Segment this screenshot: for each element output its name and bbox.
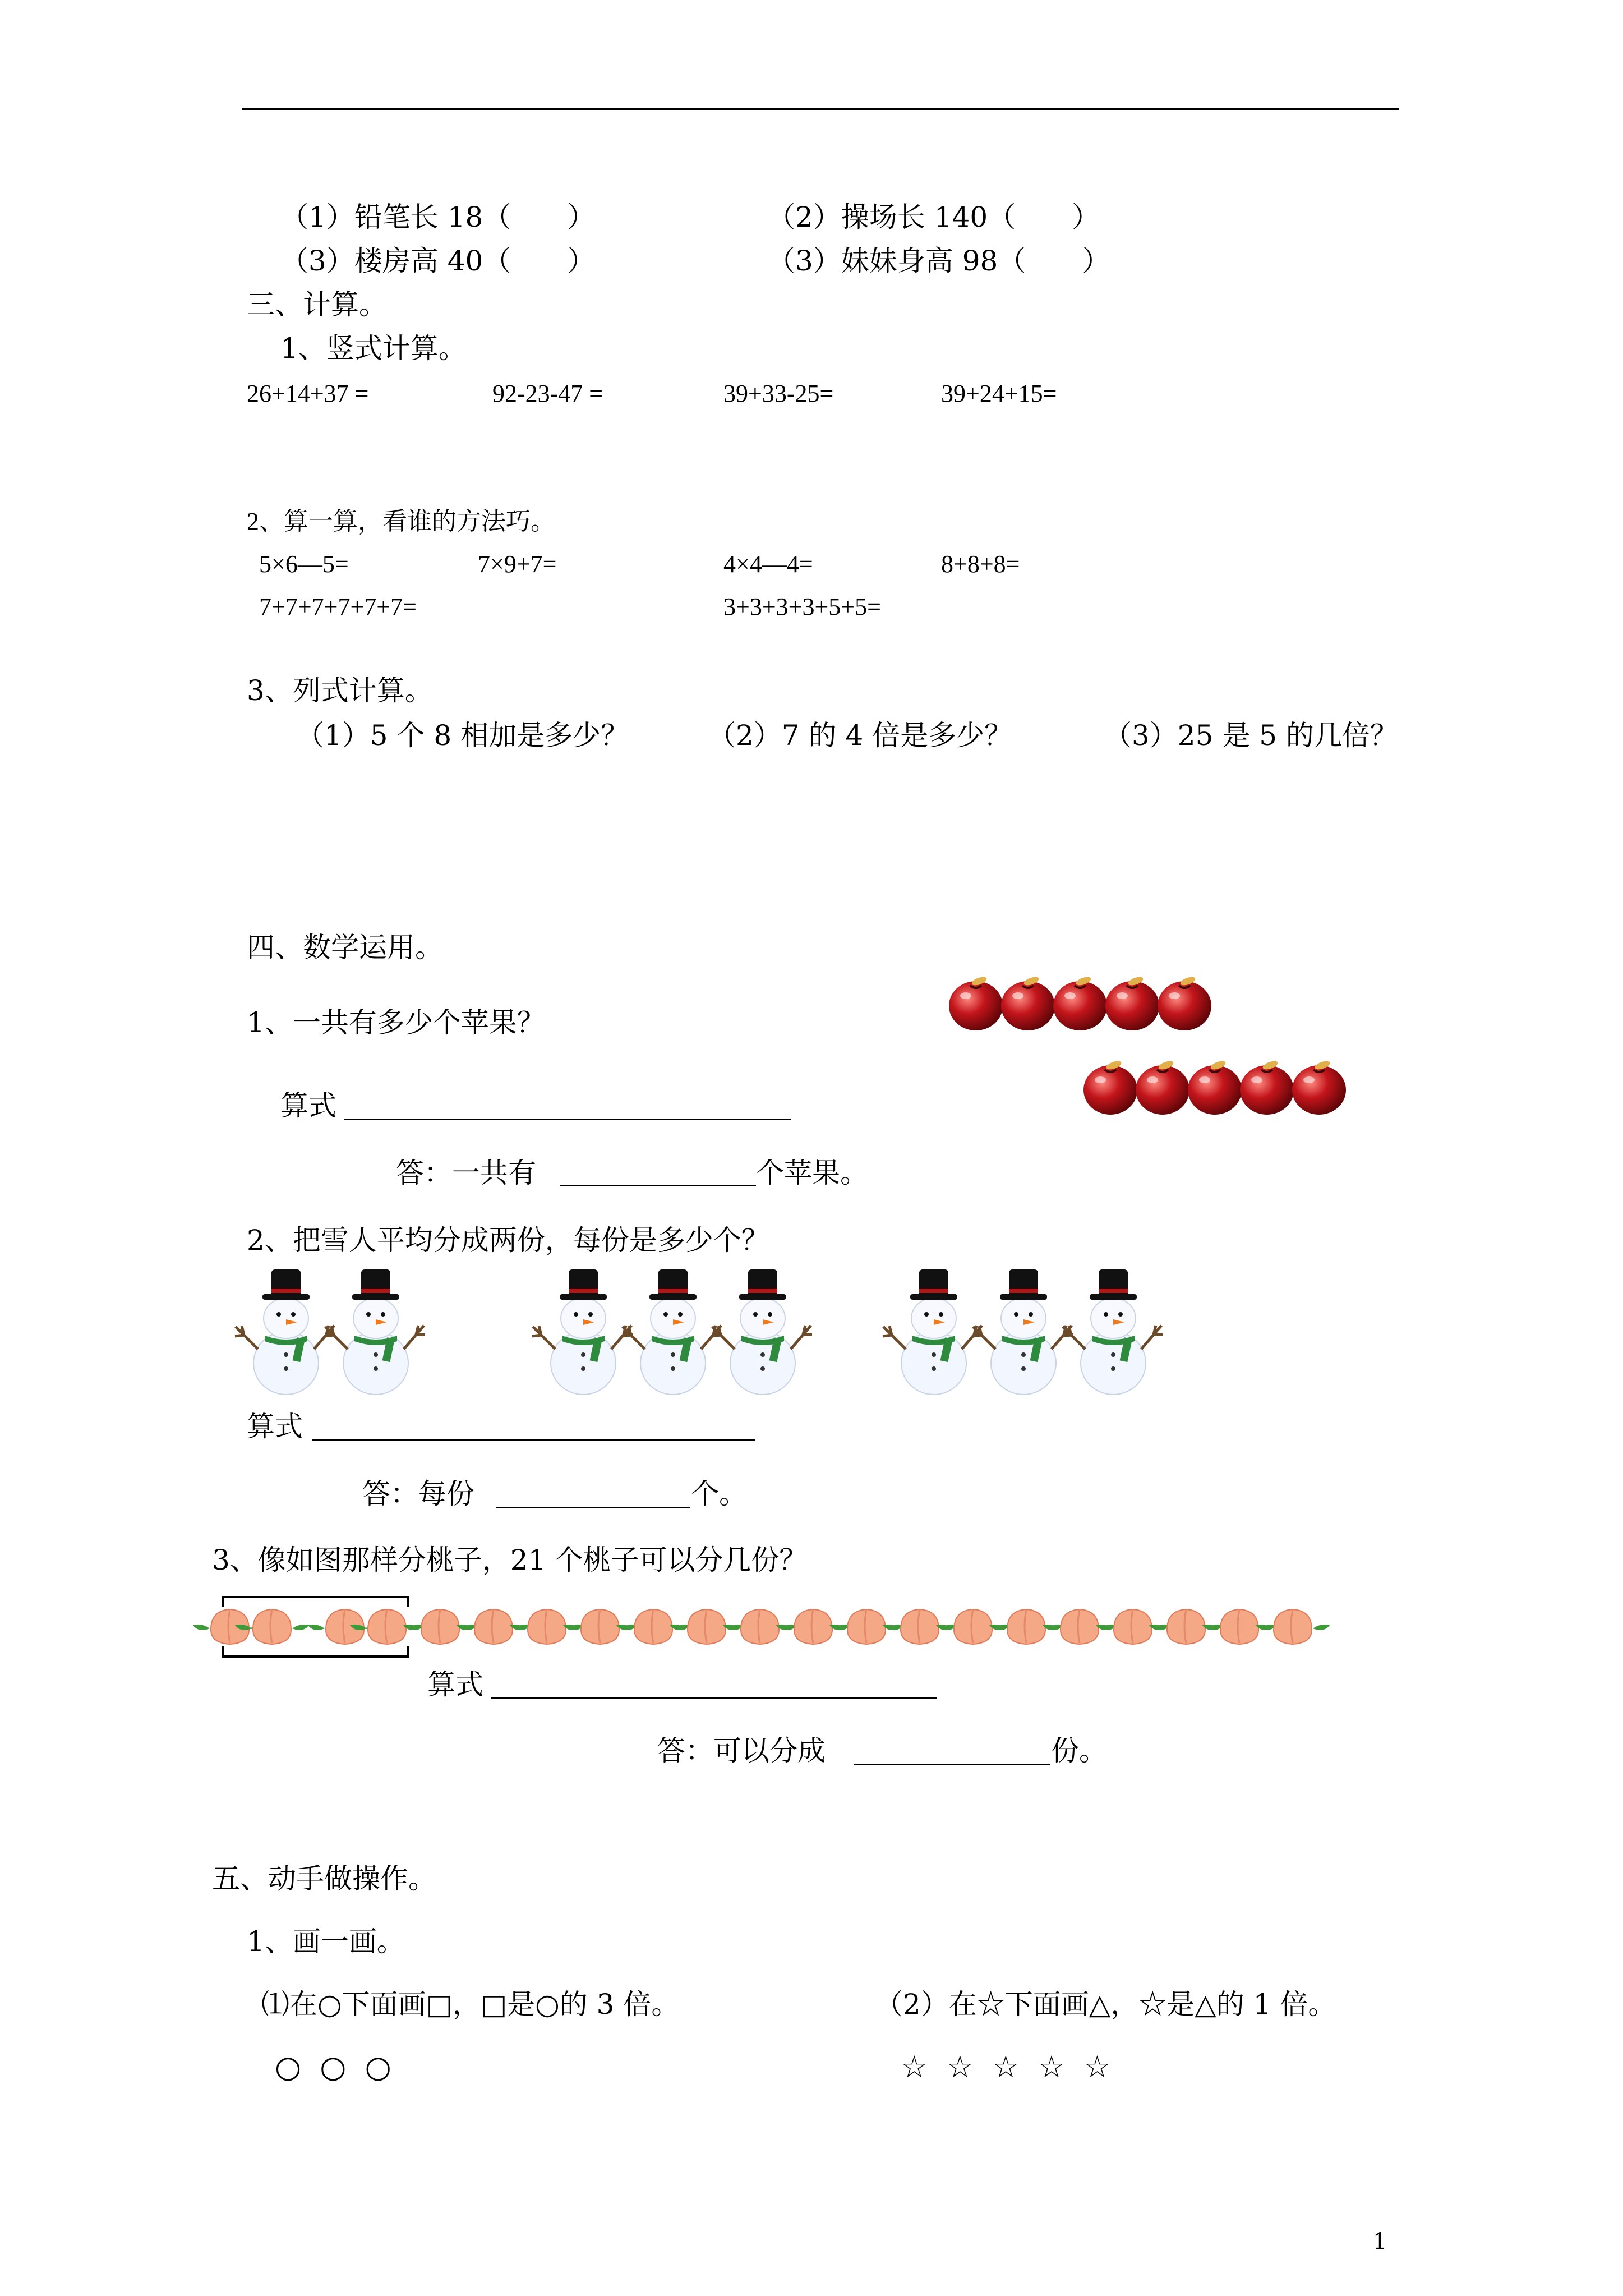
peach: [1256, 1609, 1330, 1644]
section3-heading: 三、计算。: [247, 288, 387, 321]
apple: [1292, 1060, 1346, 1115]
vertical-problem-1: 26+14+37 =: [247, 380, 369, 407]
section5-heading: 五、动手做操作。: [212, 1862, 436, 1895]
circle-symbols: ○ ○ ○: [275, 2049, 396, 2085]
apple: [1105, 976, 1159, 1030]
snowman: [1062, 1269, 1163, 1395]
apple-answer-prefix: 答：一共有: [396, 1157, 536, 1189]
apple-illustration: [948, 973, 1312, 1125]
vertical-problem-4: 39+24+15=: [941, 380, 1057, 407]
peach-answer-prefix: 答：可以分成: [657, 1734, 826, 1767]
apple-formula-blank[interactable]: [344, 1119, 791, 1120]
apple: [1136, 1060, 1189, 1115]
apple-question: 1、一共有多少个苹果？: [247, 1006, 545, 1039]
unit-question-3: （3）楼房高 40（ ）: [280, 245, 596, 277]
apple: [1158, 976, 1211, 1030]
apple-answer-suffix: 个苹果。: [756, 1157, 868, 1189]
smart-problem-6: 3+3+3+3+5+5=: [723, 593, 881, 620]
snowman-answer-prefix: 答：每份: [362, 1478, 474, 1510]
smart-problem-3: 4×4—4=: [723, 550, 813, 578]
peach-question: 3、像如图那样分桃子，21 个桃子可以分几份？: [212, 1544, 808, 1576]
page-number: 1: [1373, 2229, 1387, 2254]
peach-answer-suffix: 份。: [1051, 1734, 1107, 1767]
apple: [949, 976, 1003, 1030]
peach-formula-blank[interactable]: [491, 1697, 937, 1699]
snowman: [883, 1269, 983, 1395]
smart-problem-5: 7+7+7+7+7+7=: [259, 593, 417, 620]
snowman-answer-suffix: 个。: [691, 1478, 747, 1510]
snowman: [972, 1269, 1073, 1395]
snowman-formula-blank[interactable]: [312, 1439, 755, 1441]
apple-answer-blank[interactable]: [560, 1185, 756, 1186]
snowman-question: 2、把雪人平均分成两份，每份是多少个？: [247, 1224, 769, 1257]
header-rule: [242, 108, 1399, 110]
section4-heading: 四、数学运用。: [247, 931, 443, 964]
snowman: [532, 1269, 633, 1395]
peach-illustration: [208, 1585, 1329, 1669]
peach-formula-label: 算式: [427, 1668, 483, 1701]
vertical-calc-title: 1、竖式计算。: [280, 332, 467, 365]
snowman: [325, 1269, 425, 1395]
formula-problem-3: （3）25 是 5 的几倍？: [1104, 719, 1398, 752]
apple: [1001, 976, 1055, 1030]
snowman-answer-blank[interactable]: [496, 1507, 690, 1508]
apple-formula-label: 算式: [280, 1089, 336, 1122]
draw-title: 1、画一画。: [247, 1925, 405, 1958]
snowman: [622, 1269, 722, 1395]
vertical-problem-2: 92-23-47 =: [492, 380, 603, 407]
vertical-problem-3: 39+33-25=: [723, 380, 834, 407]
snowman-illustration: [241, 1265, 1172, 1400]
smart-calc-title: 2、算一算，看谁的方法巧。: [247, 508, 555, 535]
snowman: [712, 1269, 812, 1395]
apple: [1053, 976, 1107, 1030]
formula-calc-title: 3、列式计算。: [247, 674, 433, 707]
draw-task-2: （2）在☆下面画△，☆是△的 1 倍。: [875, 1988, 1336, 2021]
apple: [1083, 1060, 1137, 1115]
snowman: [235, 1269, 335, 1395]
peach-answer-blank[interactable]: [854, 1764, 1050, 1765]
unit-question-1: （1）铅笔长 18（ ）: [280, 201, 596, 233]
formula-problem-2: （2）7 的 4 倍是多少？: [708, 719, 1013, 752]
smart-problem-1: 5×6—5=: [259, 550, 349, 578]
smart-problem-4: 8+8+8=: [941, 550, 1020, 578]
unit-question-2: （2）操场长 140（ ）: [767, 201, 1100, 233]
apple: [1240, 1060, 1294, 1115]
star-symbols: ☆ ☆ ☆ ☆ ☆: [901, 2049, 1115, 2085]
draw-task-1: ⑴在○下面画□，□是○的 3 倍。: [261, 1988, 680, 2021]
smart-problem-2: 7×9+7=: [478, 550, 557, 578]
unit-question-4: （3）妹妹身高 98（ ）: [767, 245, 1110, 277]
snowman-formula-label: 算式: [247, 1410, 303, 1443]
apple: [1188, 1060, 1242, 1115]
formula-problem-1: （1）5 个 8 相加是多少？: [296, 719, 629, 752]
